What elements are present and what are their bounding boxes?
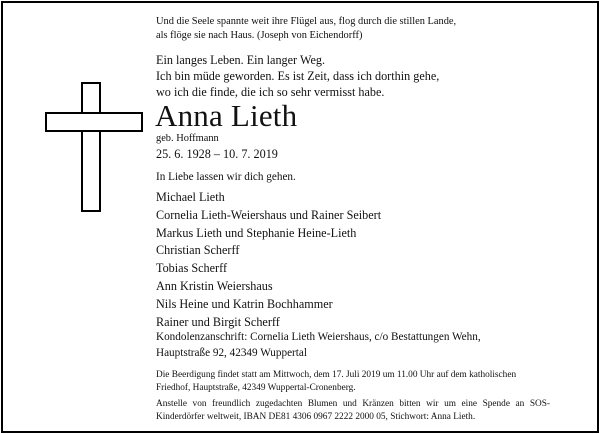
mourner-name: Ann Kristin Weiershaus <box>156 278 273 293</box>
quote-line: Und die Seele spannte weit ihre Flügel aus, flog durch die stillen Lande, <box>156 16 457 27</box>
cross-icon <box>45 82 143 212</box>
funeral-info <box>156 369 516 395</box>
mourner-name: Christian Scherff <box>156 243 240 258</box>
condolence-line: Kondolenzanschrift: Cornelia Lieth Weiershaus, c/o Bestattungen Wehn, <box>156 331 481 343</box>
poem-line: wo ich die finde, die ich so sehr vermisst habe. <box>156 85 385 99</box>
farewell-poem <box>156 52 439 100</box>
condolence-address <box>156 329 481 361</box>
quote-line: als flöge sie nach Haus. (Joseph von Eichendorff) <box>156 30 363 41</box>
poem-line: Ich bin müde geworden. Es ist Zeit, dass ich dorthin gehe, <box>156 69 440 83</box>
mourner-name: Markus Lieth und Stephanie Heine-Lieth <box>156 225 357 240</box>
condolence-line: Hauptstraße 92, 42349 Wuppertal <box>156 347 307 359</box>
mourner-name: Tobias Scherff <box>156 261 228 276</box>
funeral-line: Friedhof, Hauptstraße, 42349 Wuppertal-Cronenberg. <box>156 383 356 393</box>
deceased-name: Anna Lieth <box>155 98 298 133</box>
mourner-name: Cornelia Lieth-Weiershaus und Rainer Seibert <box>156 207 382 222</box>
mourners-list <box>156 189 381 331</box>
poem-line: Ein langes Leben. Ein langer Weg. <box>156 53 326 67</box>
mourner-name: Rainer und Birgit Scherff <box>156 314 280 329</box>
life-dates: 25. 6. 1928 – 10. 7. 2019 <box>156 147 278 161</box>
birth-name: geb. Hoffmann <box>156 133 219 144</box>
mourner-name: Michael Lieth <box>156 190 225 204</box>
mourner-name: Nils Heine und Katrin Bochhammer <box>156 296 333 311</box>
donation-request: Anstelle von freundlich zugedachten Blumen und Kränzen bitten wir um eine Spende an SOS-Kinderdörfer weltweit, IBAN DE81 4306 0967 2222 2000 05, Stichwort: Anna Lieth. <box>156 399 550 422</box>
funeral-line: Die Beerdigung findet statt am Mittwoch, dem 17. Juli 2019 um 11.00 Uhr auf dem katholischen <box>156 370 517 380</box>
eichendorff-quote <box>156 15 456 43</box>
intro-text: In Liebe lassen wir dich gehen. <box>156 171 296 183</box>
obituary-notice <box>1 1 599 433</box>
